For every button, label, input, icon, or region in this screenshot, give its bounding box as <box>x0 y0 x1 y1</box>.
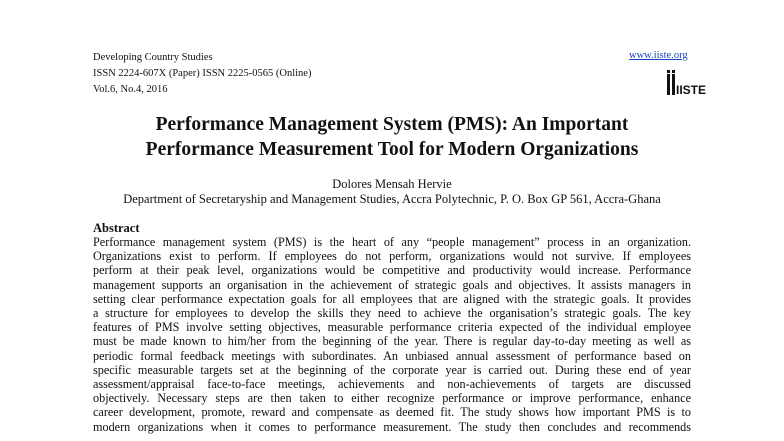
abstract-line: periodic formal feedback meetings with subordinates. An unbiased annual assessment of performance based on <box>93 348 691 363</box>
abstract-line: perform at their peak level, organizations would be competitive and productivity would increase. Performance <box>93 263 691 278</box>
logo-text: IISTE <box>676 83 707 97</box>
abstract-heading: Abstract <box>93 221 140 235</box>
abstract-line: career development, promote, reward and compensate as deemed fit. The study shows how important PMS is to <box>93 405 691 420</box>
author-affiliation: Department of Secretaryship and Management Studies, Accra Polytechnic, P. O. Box GP 561, Accra-Ghana <box>123 192 661 206</box>
author-name: Dolores Mensah Hervie <box>332 177 452 191</box>
abstract-line: modern organizations when it comes to performance measurement. The study then concludes and recommends <box>93 419 691 434</box>
journal-info <box>93 50 311 98</box>
title-line-1: Performance Management System (PMS): An Important <box>155 114 629 135</box>
abstract-line: a structure for employees to develop the skills they need to achieve the organisation’s strategic goals. The key <box>93 306 691 321</box>
abstract-line: must be made known to him/her from the beginning of the year. There is regular day-to-day meeting as well as <box>93 334 691 349</box>
paper-title <box>0 112 784 162</box>
abstract-line: specific measurable targets set at the beginning of the corporate year is carried out. During these end of year <box>93 362 691 377</box>
journal-website-link[interactable]: www.iiste.org <box>629 50 688 61</box>
iiste-logo <box>665 70 707 97</box>
journal-issn: ISSN 2224-607X (Paper) ISSN 2225-0565 (Online) <box>93 68 312 79</box>
abstract-line: management supports an organisation in the achievement of strategic goals and objectives. It assists managers in <box>93 277 691 292</box>
abstract-line: features of PMS involve setting objectives, measurable performance criteria expected of the individual employee <box>93 320 691 335</box>
title-line-2: Performance Measurement Tool for Modern Organizations <box>145 139 639 160</box>
abstract-line: Organizations exist to perform. If employees do not perform, organizations would not survive. If employees <box>93 249 691 264</box>
abstract-line: assessment/appraisal face-to-face meetings, achievements and non-achievements of targets are discussed <box>93 377 691 392</box>
abstract-body <box>93 235 691 434</box>
abstract-line: objectively. Necessary steps are then taken to either recognize performance or improve performance, enhance <box>93 391 691 406</box>
journal-volume: Vol.6, No.4, 2016 <box>93 84 168 95</box>
journal-name: Developing Country Studies <box>93 52 213 63</box>
abstract-line: Performance management system (PMS) is the heart of any “people management” process in an organization. <box>93 235 691 249</box>
abstract-line: setting clear performance expectation goals for all employees that are aligned with the strategic goals. It provides <box>93 291 691 306</box>
